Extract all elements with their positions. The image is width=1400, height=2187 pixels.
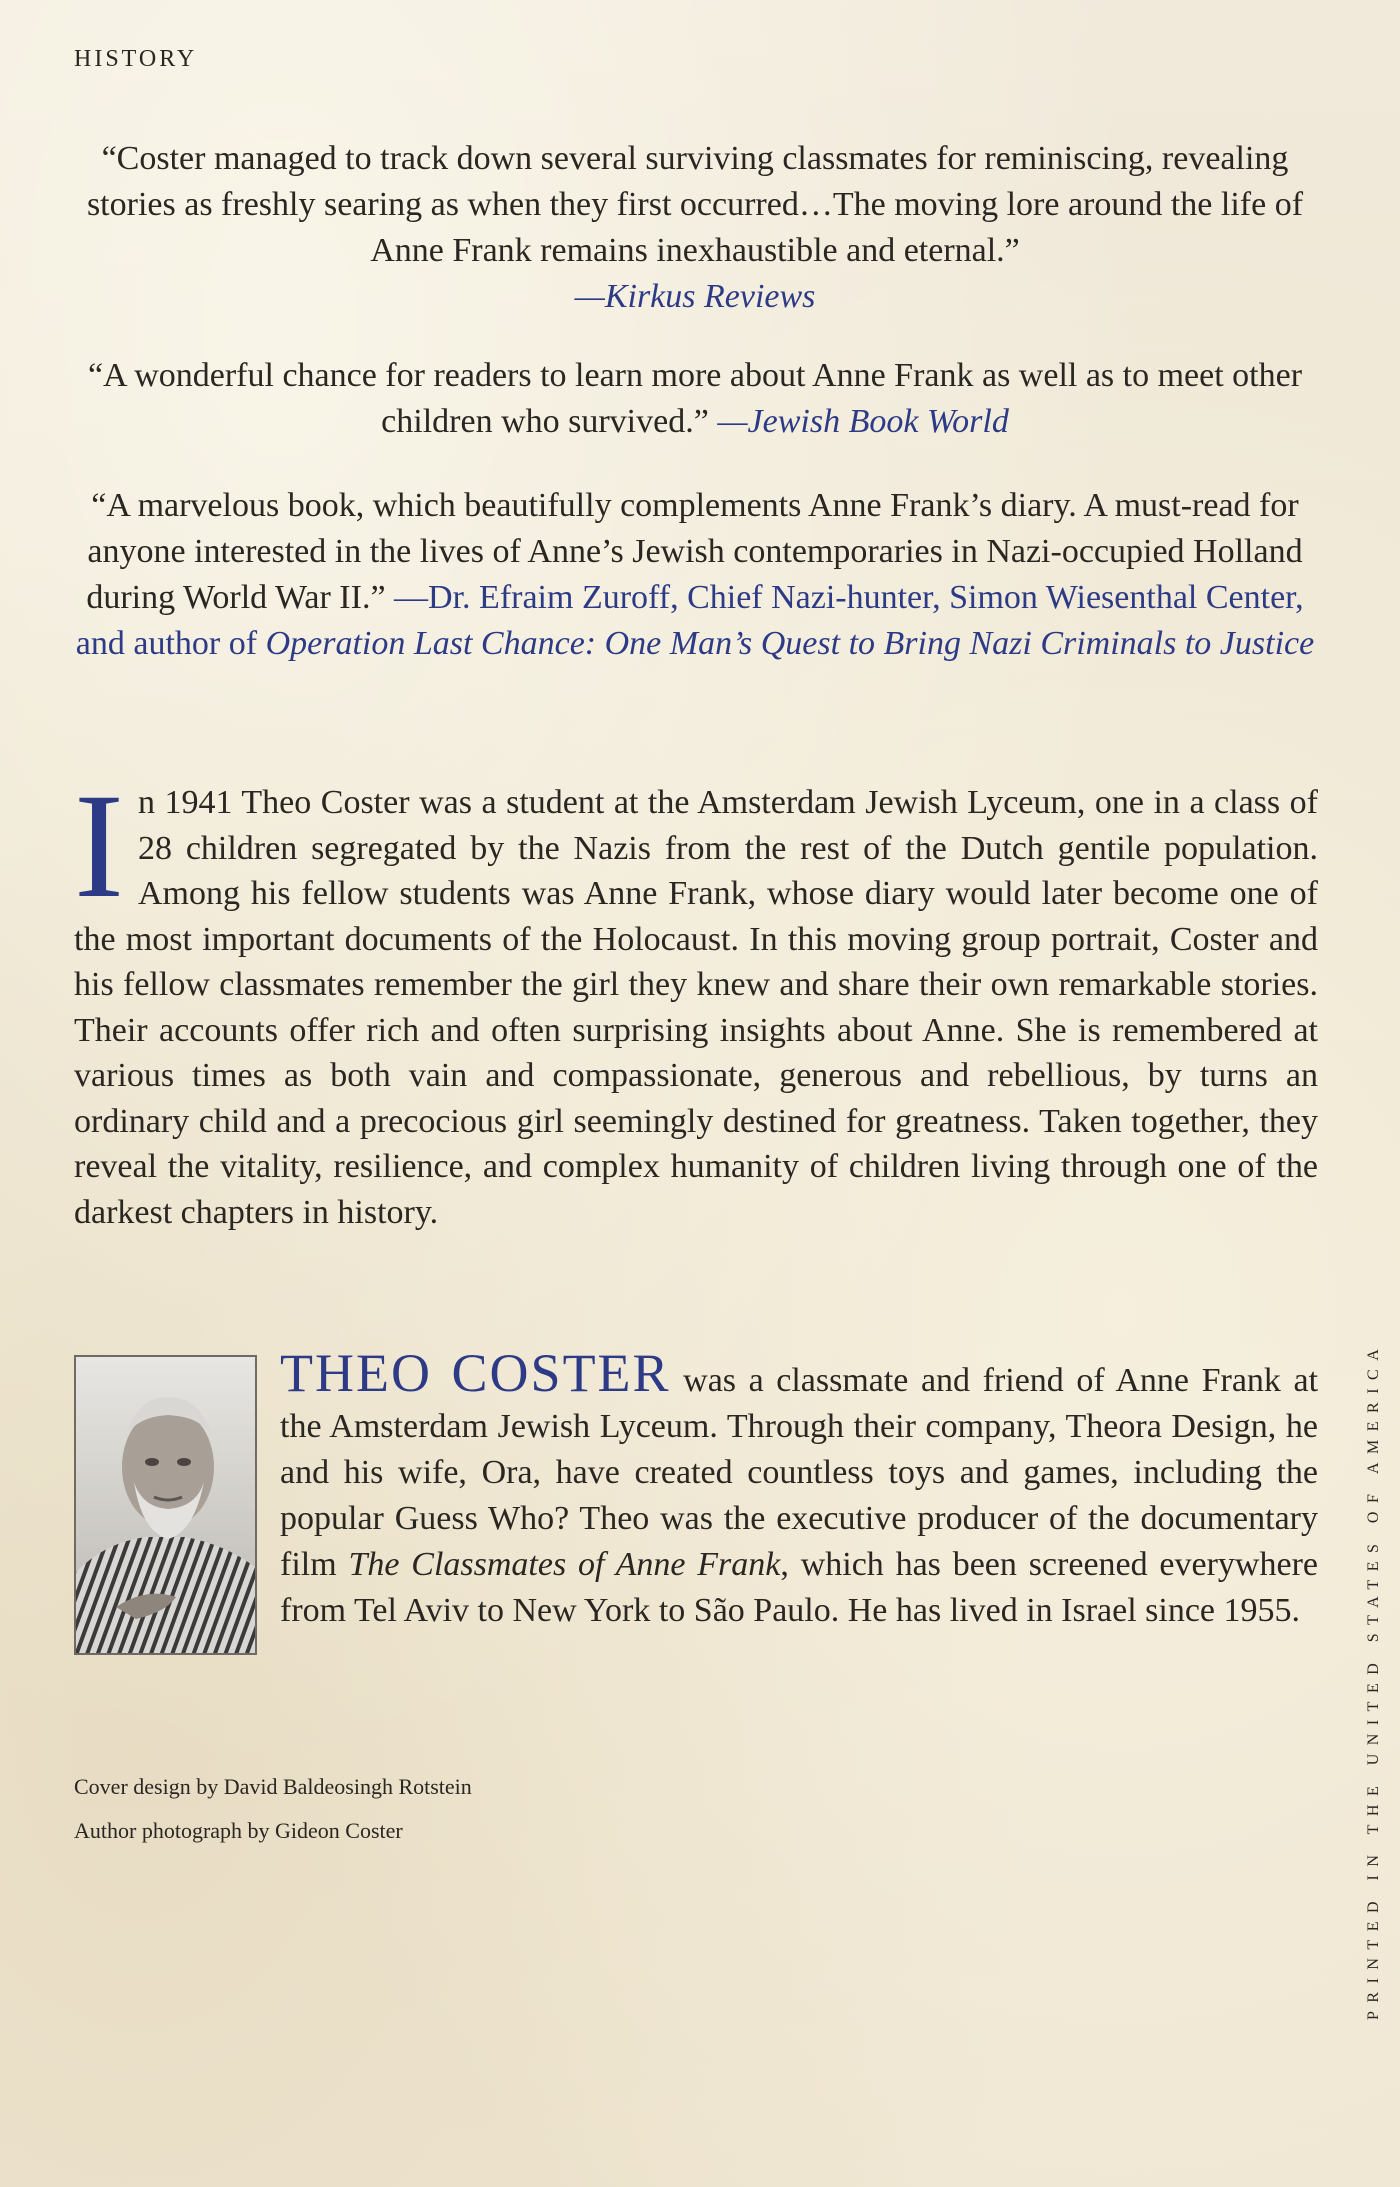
credits bbox=[74, 1765, 472, 1853]
review-quote-kirkus bbox=[70, 136, 1320, 320]
printed-in-note: PRINTED IN THE UNITED STATES OF AMERICA bbox=[1365, 1340, 1382, 2020]
author-name: THEO COSTER bbox=[280, 1343, 671, 1403]
cover-design-credit: Cover design by David Baldeosingh Rotstein bbox=[74, 1774, 472, 1799]
review-quote-text: “A wonderful chance for readers to learn more about Anne Frank as well as to meet other children who survived.” bbox=[87, 357, 1303, 440]
drop-cap: I bbox=[74, 763, 124, 929]
description-text: n 1941 Theo Coster was a student at the Amsterdam Jewish Lyceum, one in a class of 28 children segregated by the Nazis from the rest of the Dutch gentile population. Among his fellow students was Anne Frank, whose diary would later become one of the most important documents of the Holocaust. In this moving group portrait, Coster and his fellow classmates remember the girl they knew and share their own remarkable stories. Their accounts offer rich and often surprising insights about Anne. She is remembered at various times as both vain and compassionate, generous and rebellious, by turns an ordinary child and a precocious girl seemingly destined for greatness. Taken together, they reveal the vitality, resilience, and complex humanity of children living through one of the darkest chapters in history. bbox=[74, 784, 1318, 1231]
review-attribution: —Kirkus Reviews bbox=[574, 278, 816, 315]
section-label: HISTORY bbox=[74, 46, 198, 72]
author-photo-credit: Author photograph by Gideon Coster bbox=[74, 1818, 403, 1843]
author-bio-text-end: , which has been screened everywhere from Tel Aviv to New York to São Paulo. He has lived in Israel since 1955. bbox=[280, 1546, 1318, 1629]
review-quote-text: “Coster managed to track down several surviving classmates for reminiscing, revealing stories as freshly searing as when they first occurred…The moving lore around the life of Anne Frank remains inexhaustible and eternal.” bbox=[86, 140, 1304, 269]
review-attribution: —Jewish Book World bbox=[717, 403, 1009, 440]
review-attribution-book-title: Operation Last Chance: One Man’s Quest to Bring Nazi Criminals to Justice bbox=[265, 625, 1315, 662]
author-bio bbox=[280, 1343, 1319, 1634]
review-attribution: —Dr. Efraim Zuroff, Chief Nazi-hunter, Simon Wiesenthal Center, and author of bbox=[75, 579, 1304, 662]
review-quote-text: “A marvelous book, which beautifully complements Anne Frank’s diary. A must-read for anyone interested in the lives of Anne’s Jewish contemporaries in Nazi-occupied Holland during World War II.” bbox=[86, 487, 1303, 616]
review-quote-zuroff bbox=[70, 483, 1320, 667]
review-quote-jewish-book-world bbox=[70, 353, 1320, 445]
film-title: The Classmates of Anne Frank bbox=[348, 1546, 781, 1583]
author-bio-text: was a classmate and friend of Anne Frank at the Amsterdam Jewish Lyceum. Through their company, Theora Design, he and his wife, Ora, have created countless toys and games, including the popular Guess Who? Theo was the executive producer of the documentary film bbox=[280, 1362, 1319, 1583]
book-description bbox=[74, 763, 1318, 1235]
author-photo bbox=[74, 1355, 257, 1655]
author-portrait-icon bbox=[76, 1357, 255, 1653]
